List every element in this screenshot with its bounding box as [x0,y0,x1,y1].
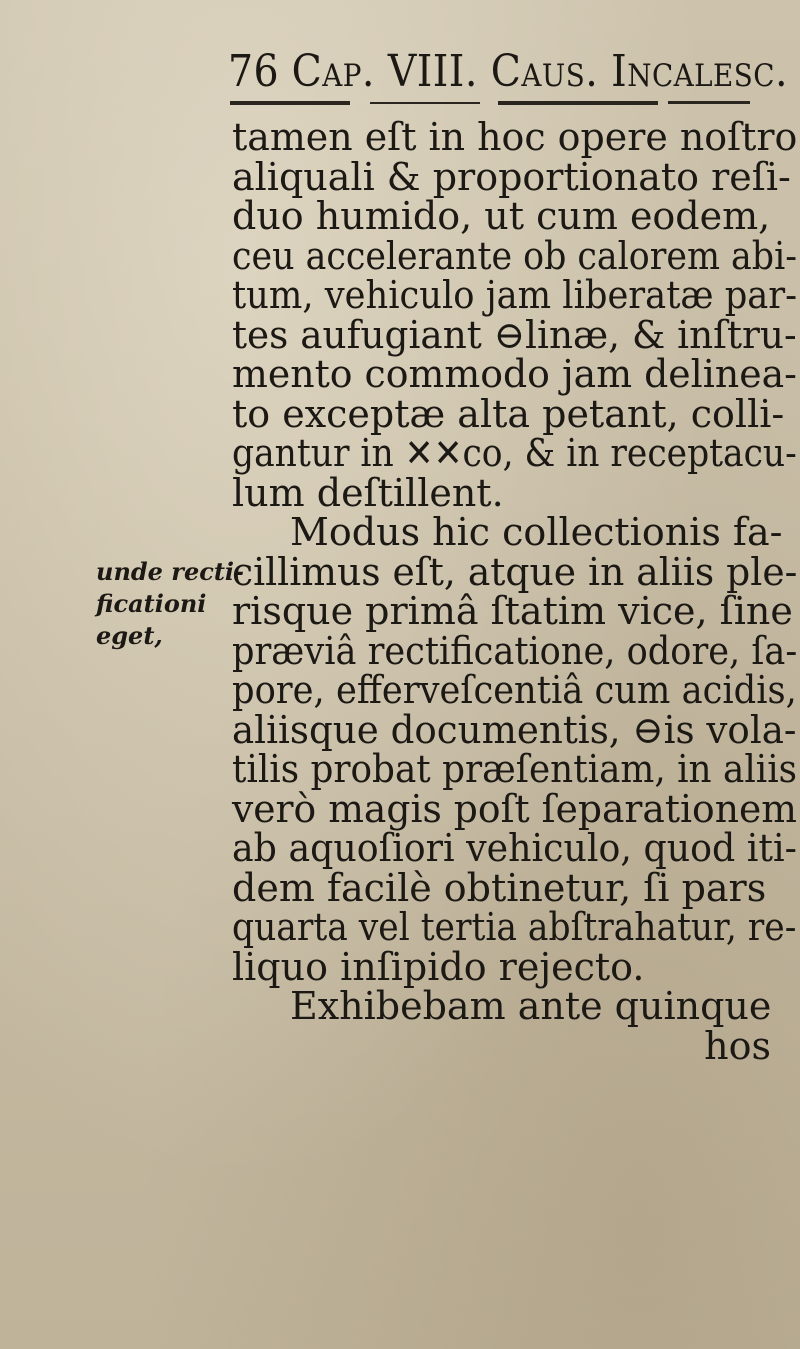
text-line: ab aquoſiori vehiculo, quod iti- [232,826,797,870]
marginal-note [96,556,244,652]
text-line: cillimus eſt, atque in aliis ple- [232,549,798,594]
text-line: to exceptæ alta petant, colli- [232,391,785,436]
text-line: verò magis poſt ſeparationem [232,786,797,831]
text-line: quarta vel tertia abſtrahatur, re- [232,905,797,949]
running-title: Cap. VIII. Caus. Incalesc. [291,46,788,97]
text-line: mento commodo jam delinea- [232,352,797,396]
text-line: pore, efferveſcentiâ cum acidis, [232,668,797,712]
text-line: Modus hic collectionis fa- [290,510,783,554]
text-line: duo humido, ut cum eodem, [232,194,771,238]
text-line: gantur in ✕✕co, & in receptacu- [232,431,797,475]
page-number: 76 [228,46,280,97]
text-line: risque primâ ſtatim vice, ſine [232,589,793,633]
text-line: lum deſtillent. [232,470,504,515]
running-header [228,44,788,100]
header-rule [230,101,750,107]
text-line: liquo inſipido rejecto. [232,944,645,989]
text-line: tum, vehiculo jam liberatæ par- [232,273,798,317]
text-line: Exhibebam ante quinque [290,984,772,1028]
text-line: tilis probat præſentiam, in aliis [232,747,798,791]
text-line: tamen eſt in hoc opere noſtro [232,115,798,159]
text-line: aliquali & proportionato reſi- [232,154,791,199]
text-line: præviâ rectificatione, odore, ſa- [232,628,798,673]
text-line: dem facilè obtinetur, ſi pars [232,865,767,910]
body-text [232,115,798,1068]
text-line: aliisque documentis, ⊖is vola- [232,707,797,752]
text-line: ceu accelerante ob calorem abi- [232,233,797,278]
catchword: hos [704,1023,771,1068]
marginal-line: ficationi [96,589,207,618]
marginal-line: unde recti- [96,557,244,586]
text-line: tes aufugiant ⊖linæ, & inſtru- [232,312,797,357]
marginal-line: eget, [96,621,163,650]
